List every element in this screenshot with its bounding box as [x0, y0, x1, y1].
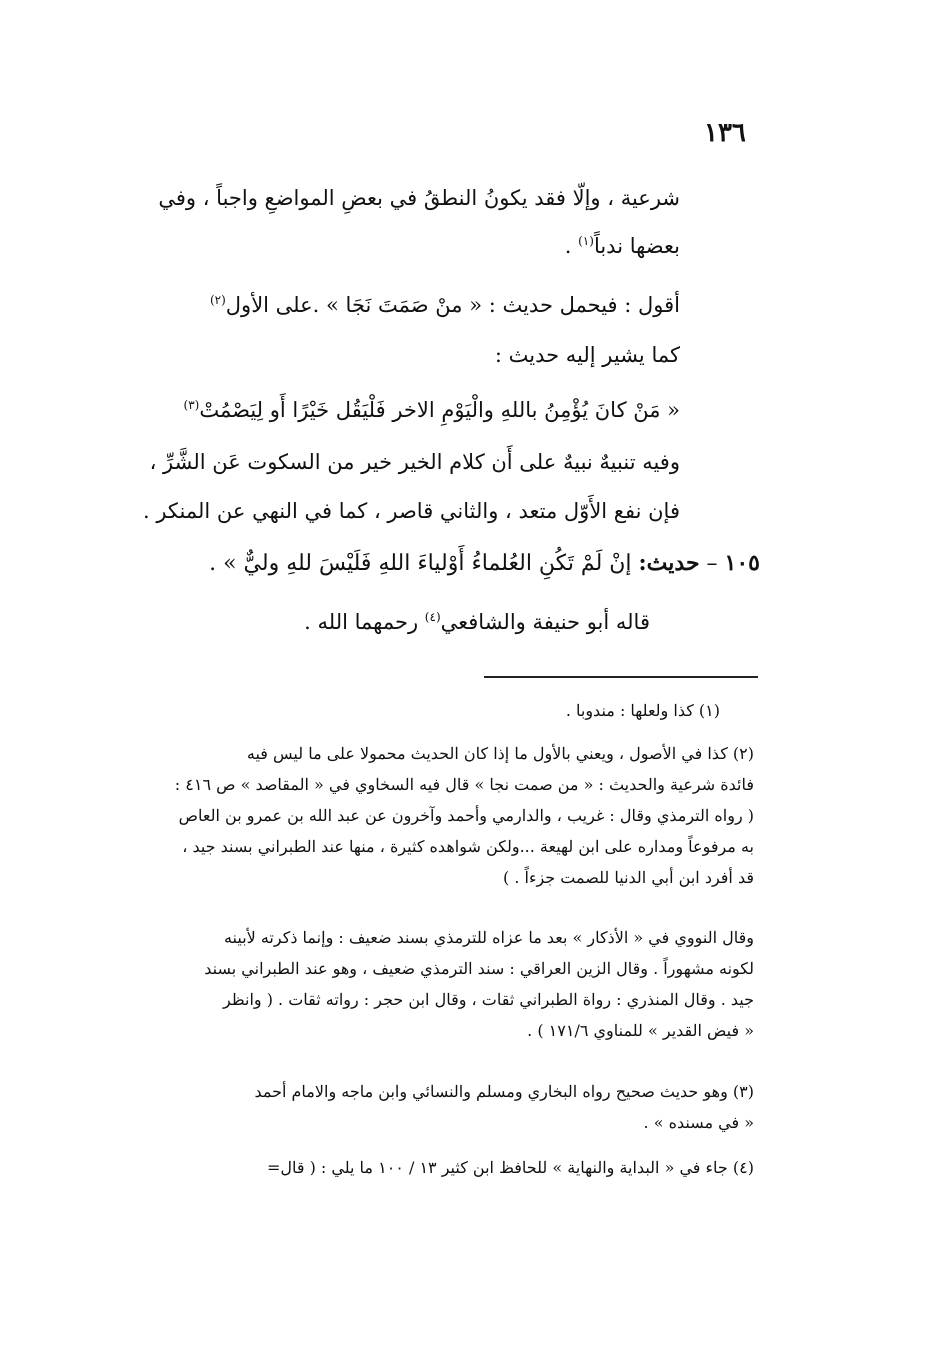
- footnote-line: فائدة شرعية والحديث : « من صمت نجا » قال فيه السخاوي في « المقاصد » ص ٤١٦ :: [174, 775, 754, 794]
- footnote-line: « في مسنده » .: [643, 1113, 754, 1132]
- hadith-heading: ١٠٥ – حديث: إنْ لَمْ تَكُنِ العُلماءُ أَوْلياءَ اللهِ فَلَيْسَ للهِ وليٌّ » .: [209, 550, 760, 576]
- footnote-4: [94, 1152, 754, 1183]
- body-line: شرعية ، وإلّا فقد يكونُ النطقُ في بعضِ المواضعِ واجباً ، وفي: [158, 186, 680, 210]
- footnote-line: « فيض القدير » للمناوي ١٧١/٦ ) .: [527, 1021, 754, 1040]
- footnote-ref[interactable]: (١): [578, 234, 594, 248]
- footnote-line: (٢) كذا في الأصول ، ويعني بالأول ما إذا كان الحديث محمولا على ما ليس فيه: [246, 744, 754, 763]
- footnote-2: [94, 738, 754, 893]
- footnote-ref[interactable]: (٤): [424, 610, 441, 624]
- footnote-3: [94, 1076, 754, 1138]
- body-line: أقول : فيحمل حديث : « منْ صَمَتَ نَجَا » .على الأول$^{(٢)}$: [209, 293, 680, 317]
- footnote-line: به مرفوعاً ومداره على ابن لهيعة ...ولكن شواهده كثيرة ، منها عند الطبراني بسند جيد ،: [182, 837, 754, 856]
- footnote-line: وقال النووي في « الأذكار » بعد ما عزاه للترمذي بسند ضعيف : وإنما ذكرته لأبينه: [223, 928, 754, 947]
- footnote-2-continued: [94, 922, 754, 1046]
- footnote-line: قد أفرد ابن أبي الدنيا للصمت جزءاً . ): [503, 868, 754, 887]
- footnote-ref[interactable]: (٣): [183, 398, 200, 412]
- hadith-number: ١٠٥: [724, 550, 760, 576]
- footnote-separator: [484, 676, 758, 678]
- hadith-label: حديث:: [638, 550, 700, 576]
- footnote-line: (٤) جاء في « البداية والنهاية » للحافظ ابن كثير ١٣ / ١٠٠ ما يلي : ( قال=: [266, 1158, 754, 1177]
- body-line: كما يشير إليه حديث :: [494, 343, 680, 367]
- footnote-line: ( رواه الترمذي وقال : غريب ، والدارمي وأحمد وآخرون عن عبد الله بن عمرو بن العاص: [178, 806, 754, 825]
- footnote-line: لكونه مشهوراً . وقال الزين العراقي : سند الترمذي ضعيف ، وهو عند الطبراني بسند: [204, 959, 754, 978]
- footnote-line: جيد . وقال المنذري : رواة الطبراني ثقات ، وقال ابن حجر : رواته ثقات . ( وانظر: [223, 990, 754, 1009]
- hadith-text: إنْ لَمْ تَكُنِ العُلماءُ أَوْلياءَ اللهِ فَلَيْسَ للهِ وليٌّ » .: [209, 551, 639, 576]
- footnote-line: (٣) وهو حديث صحيح رواه البخاري ومسلم والنسائي وابن ماجه والامام أحمد: [254, 1082, 754, 1101]
- footnote-ref[interactable]: (٢): [209, 293, 226, 307]
- body-line: بعضها ندباً$^{(١)}$ .: [564, 234, 680, 258]
- page-number: ١٣٦: [704, 118, 746, 148]
- hadith-quote: « مَنْ كانَ يُؤْمِنُ باللهِ والْيَوْمِ الاخر فَلْيَقُل خَيْرًا أَو لِيَصْمُتْ$^{(٣)}$: [183, 398, 680, 422]
- body-line: فإن نفع الأَوّل متعد ، والثاني قاصر ، كما في النهي عن المنكر .: [142, 499, 680, 523]
- footnote-1: (١) كذا ولعلها : مندوبا .: [565, 701, 720, 720]
- attribution-line: قاله أبو حنيفة والشافعي$^{(٤)}$ رحمهما الله .: [304, 610, 650, 634]
- body-line: وفيه تنبيهٌ نبيهٌ على أَن كلام الخير خير من السكوت عَن الشَّرِّ ،: [149, 450, 680, 474]
